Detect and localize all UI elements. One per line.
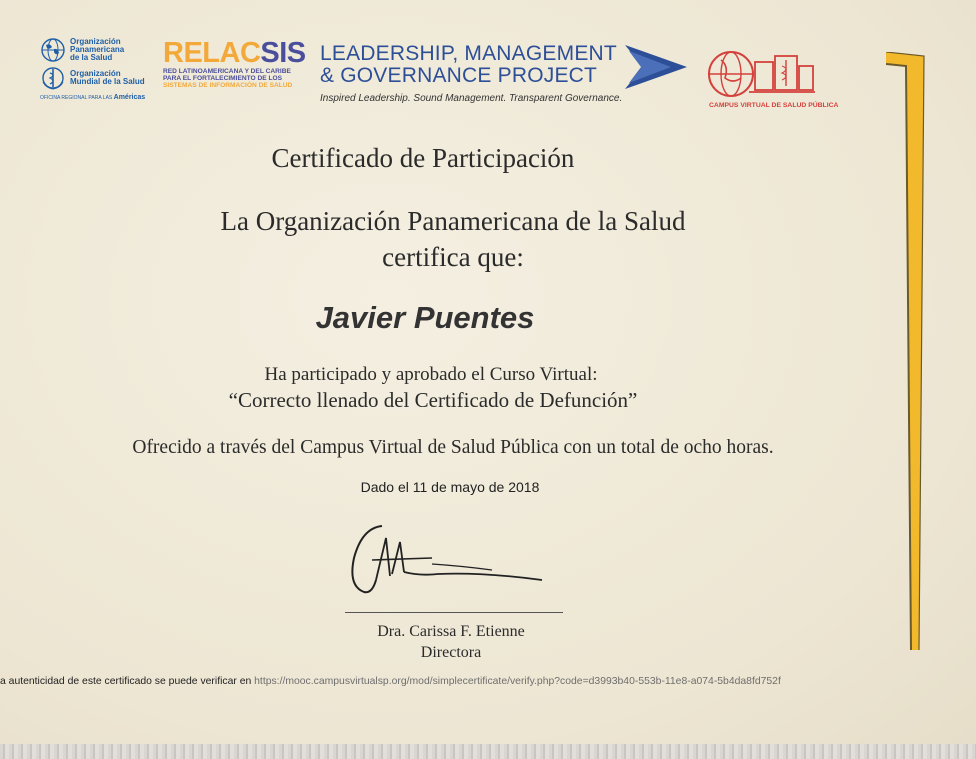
verification-note	[0, 676, 781, 687]
ops-row	[40, 36, 150, 64]
who-name-line: Mundial de la Salud	[70, 77, 145, 86]
paho-name	[70, 38, 124, 62]
signer-block	[342, 621, 560, 663]
verification-text: a autenticidad de este certificado se puede verificar en	[0, 676, 252, 687]
relacsis-subtitle: SISTEMAS DE INFORMACIÓN DE SALUD	[163, 82, 293, 89]
relacsis-wordmark	[163, 37, 306, 69]
recipient-name: Javier Puentes	[315, 300, 535, 335]
campus-emblem-icon	[705, 48, 817, 100]
ops-oms-logo	[40, 36, 150, 102]
participation-statement: Ha participado y aprobado el Curso Virtual:	[264, 364, 598, 385]
signature-line	[345, 612, 563, 613]
verification-link[interactable]: https://mooc.campusvirtualsp.org/mod/simplecertificate/verify.php?code=d3993b40-553b-11e8-a074-5b4da8fd752f	[254, 676, 781, 687]
issue-date: Dado el 11 de mayo de 2018	[360, 479, 540, 495]
lmg-arrow-icon	[625, 45, 687, 89]
issuer-line: La Organización Panamericana de la Salud	[220, 206, 686, 236]
lmg-title-line: LEADERSHIP, MANAGEMENT	[320, 42, 617, 65]
paho-globe-icon	[40, 37, 66, 63]
offered-statement: Ofrecido a través del Campus Virtual de Salud Pública con un total de ocho horas.	[132, 437, 774, 458]
who-emblem-icon	[40, 65, 66, 91]
who-name-line: Organización	[70, 69, 121, 78]
relacsis-wordmark-part: SIS	[260, 37, 306, 69]
course-title: “Correcto llenado del Certificado de Defunción”	[228, 388, 638, 412]
lmg-title-line: & GOVERNANCE PROJECT	[320, 64, 598, 87]
campus-label: CAMPUS VIRTUAL DE SALUD PÚBLICA	[709, 102, 839, 109]
scan-edge	[0, 744, 976, 759]
relacsis-logo	[163, 37, 306, 102]
paho-name-line: Panamericana	[70, 45, 125, 54]
ops-americas-label: Américas	[113, 94, 146, 101]
ops-row	[40, 64, 150, 92]
issuer-statement	[0, 203, 941, 275]
paho-name-line: de la Salud	[70, 53, 113, 62]
signer-role: Directora	[420, 644, 482, 661]
relacsis-subtitle: PARA EL FORTALECIMIENTO DE LOS	[163, 75, 283, 82]
signer-name: Dra. Carissa F. Etienne	[377, 623, 525, 640]
lmg-tagline: Inspired Leadership. Sound Management. Transparent Governance.	[320, 93, 623, 104]
certifies-line: certifica que:	[382, 242, 524, 272]
lmg-project-logo	[320, 43, 690, 109]
ops-regional-office	[40, 94, 150, 101]
relacsis-subtitle: RED LATINOAMERICANA Y DEL CARIBE	[163, 68, 291, 75]
handwritten-signature	[342, 518, 562, 608]
ops-regional-label: OFICINA REGIONAL PARA LAS	[40, 95, 113, 101]
campus-virtual-logo	[705, 48, 865, 112]
certificate-title: Certificado de Participación	[271, 143, 575, 173]
paho-name-line: Organización	[70, 37, 121, 46]
gold-ribbon-decoration	[886, 52, 936, 652]
relacsis-wordmark-part: RELAC	[163, 37, 261, 69]
who-name	[70, 70, 145, 86]
